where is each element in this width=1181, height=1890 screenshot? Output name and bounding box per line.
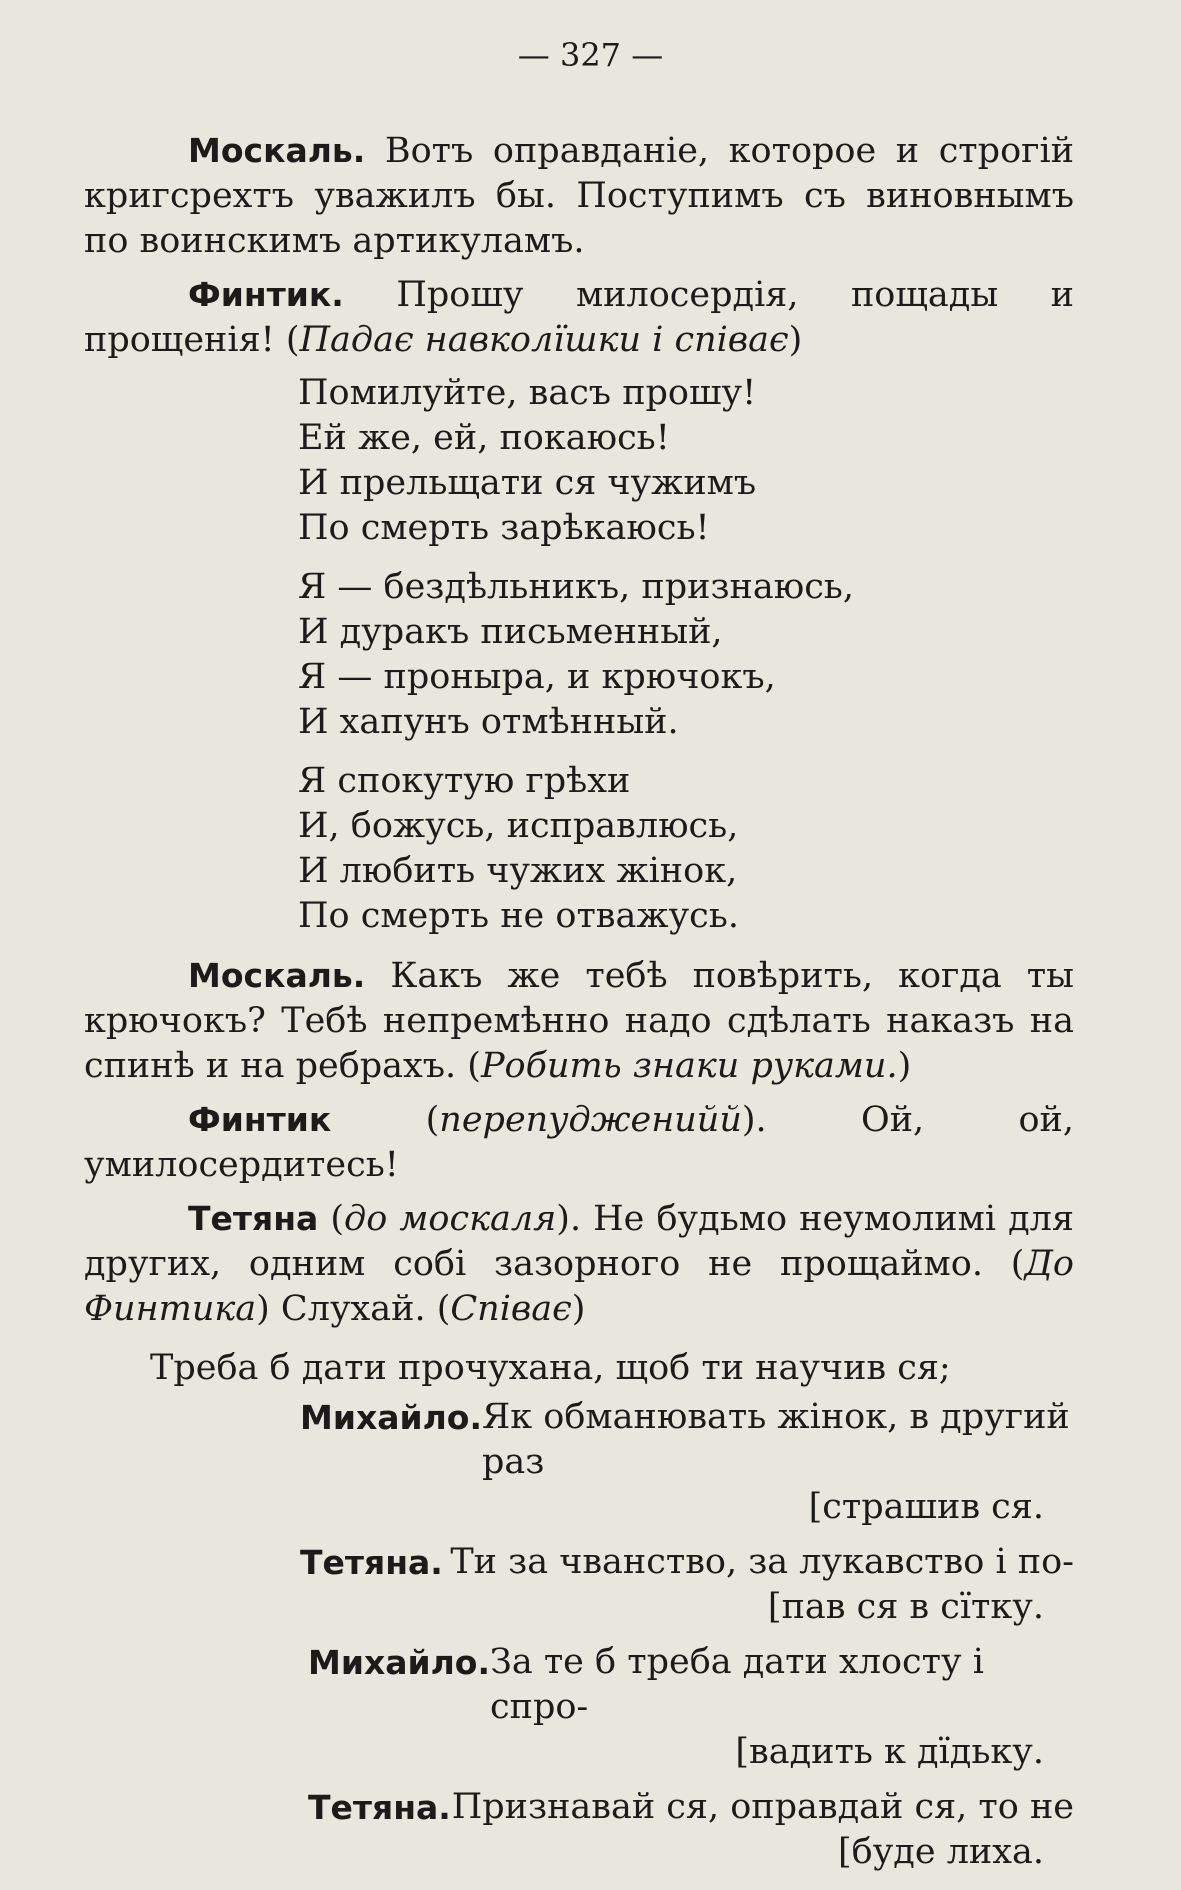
verse-line: Я — бездѣльникъ, признаюсь, (298, 567, 854, 607)
speaker-name: Москаль. (188, 956, 366, 995)
paragraph-text: ) (897, 1046, 912, 1086)
speaker-name: Тетяна (188, 1199, 319, 1238)
verse-line: И любить чужих жінок, (298, 851, 738, 891)
page-number: — 327 — (517, 36, 664, 74)
reply-continuation: [буде лиха. (837, 1832, 1044, 1872)
paragraph-text: ). Ой, ой, умилосердитесь! (84, 1100, 1075, 1185)
paragraph-moskal-2 (84, 953, 1074, 1089)
stanza-3 (298, 759, 1074, 939)
paragraph-fintyk-2 (84, 1097, 1074, 1188)
reply-continuation: [вадить к дїдьку. (735, 1732, 1044, 1772)
reply-text: Як обманювать жінок, в другий раз (482, 1397, 1070, 1482)
verse-line: Я — проныра, и крючокъ, (298, 657, 776, 697)
speaker-name: Михайло. (300, 1398, 483, 1437)
speaker-name: Михайло. (308, 1643, 491, 1682)
paragraph-text: ). Не будьмо неумолимі для других, одним собі зазорного не прощаймо. ( (84, 1199, 1074, 1284)
verse-line: И прельщати ся чужимъ (298, 463, 757, 503)
paragraph-text: ( (318, 1199, 345, 1239)
stage-direction: до москаля (344, 1199, 557, 1239)
verse-line: И дуракъ письменный, (298, 612, 723, 652)
stage-direction: До Финтика (84, 1244, 1074, 1329)
verse-line: По смерть зарѣкаюсь! (298, 508, 710, 548)
song-verse (298, 371, 1074, 939)
speaker-name: Тетяна. (308, 1788, 451, 1827)
verse-line: И, божусь, исправлюсь, (298, 806, 739, 846)
paragraph-text: ) (788, 320, 803, 360)
song-dialogue (150, 1346, 1074, 1875)
paragraph-text: ) (571, 1289, 586, 1329)
paragraph-text: Прошу милосердія, пощады и прощенія! ( (84, 275, 1074, 360)
song-reply-mykhailo-1 (300, 1395, 1074, 1485)
reply-continuation: [пав ся в сїтку. (767, 1587, 1044, 1627)
paragraph-fintyk-1 (84, 272, 1074, 363)
paragraph-text: Какъ же тебѣ повѣрить, когда ты крючокъ? Тебѣ непремѣнно надо сдѣлать наказъ на спинѣ и на ребрахъ. ( (84, 956, 1074, 1086)
paragraph-text: Вотъ оправданіе, которое и строгій кригсрехтъ уважилъ бы. Поступимъ съ виновнымъ по воинскимъ артикуламъ. (84, 131, 1074, 261)
speaker-name: Финтик (188, 1100, 332, 1139)
speaker-name: Финтик. (188, 275, 344, 314)
paragraph-tetiana-1 (84, 1196, 1074, 1332)
speaker-name: Москаль. (188, 131, 366, 170)
reply-text: За те б треба дати хлосту і спро- (490, 1642, 984, 1727)
song-reply-tetiana-1 (300, 1540, 1074, 1585)
reply-text: Ти за чванство, за лукавство і по- (450, 1542, 1074, 1582)
paragraph-moskal-1 (84, 128, 1074, 264)
paragraph-text: ) Слухай. ( (256, 1289, 451, 1329)
reply-continuation: [страшив ся. (808, 1487, 1044, 1527)
verse-line: Помилуйте, васъ прошу! (298, 373, 757, 413)
song-line: Треба б дати прочухана, щоб ти научив ся; (150, 1348, 951, 1388)
reply-text: Признавай ся, оправдай ся, то не (451, 1787, 1074, 1827)
verse-line: По смерть не отважусь. (298, 896, 739, 936)
stanza-1 (298, 371, 1074, 551)
stage-direction: Падає навколїшки і співає (299, 320, 789, 360)
stage-direction: Співає (450, 1289, 572, 1329)
speaker-name: Тетяна. (300, 1543, 443, 1582)
verse-line: И хапунъ отмѣнный. (298, 702, 679, 742)
paragraph-text: ( (331, 1100, 440, 1140)
song-reply-mykhailo-2 (308, 1640, 1074, 1730)
verse-line: Я спокутую грѣхи (298, 761, 631, 801)
stage-direction: перепудженийй (439, 1100, 742, 1140)
page-content (84, 128, 1074, 1885)
stage-direction: Робить знаки руками. (480, 1046, 898, 1086)
verse-line: Ей же, ей, покаюсь! (298, 418, 670, 458)
song-reply-tetiana-2 (308, 1785, 1074, 1830)
stanza-2 (298, 565, 1074, 745)
